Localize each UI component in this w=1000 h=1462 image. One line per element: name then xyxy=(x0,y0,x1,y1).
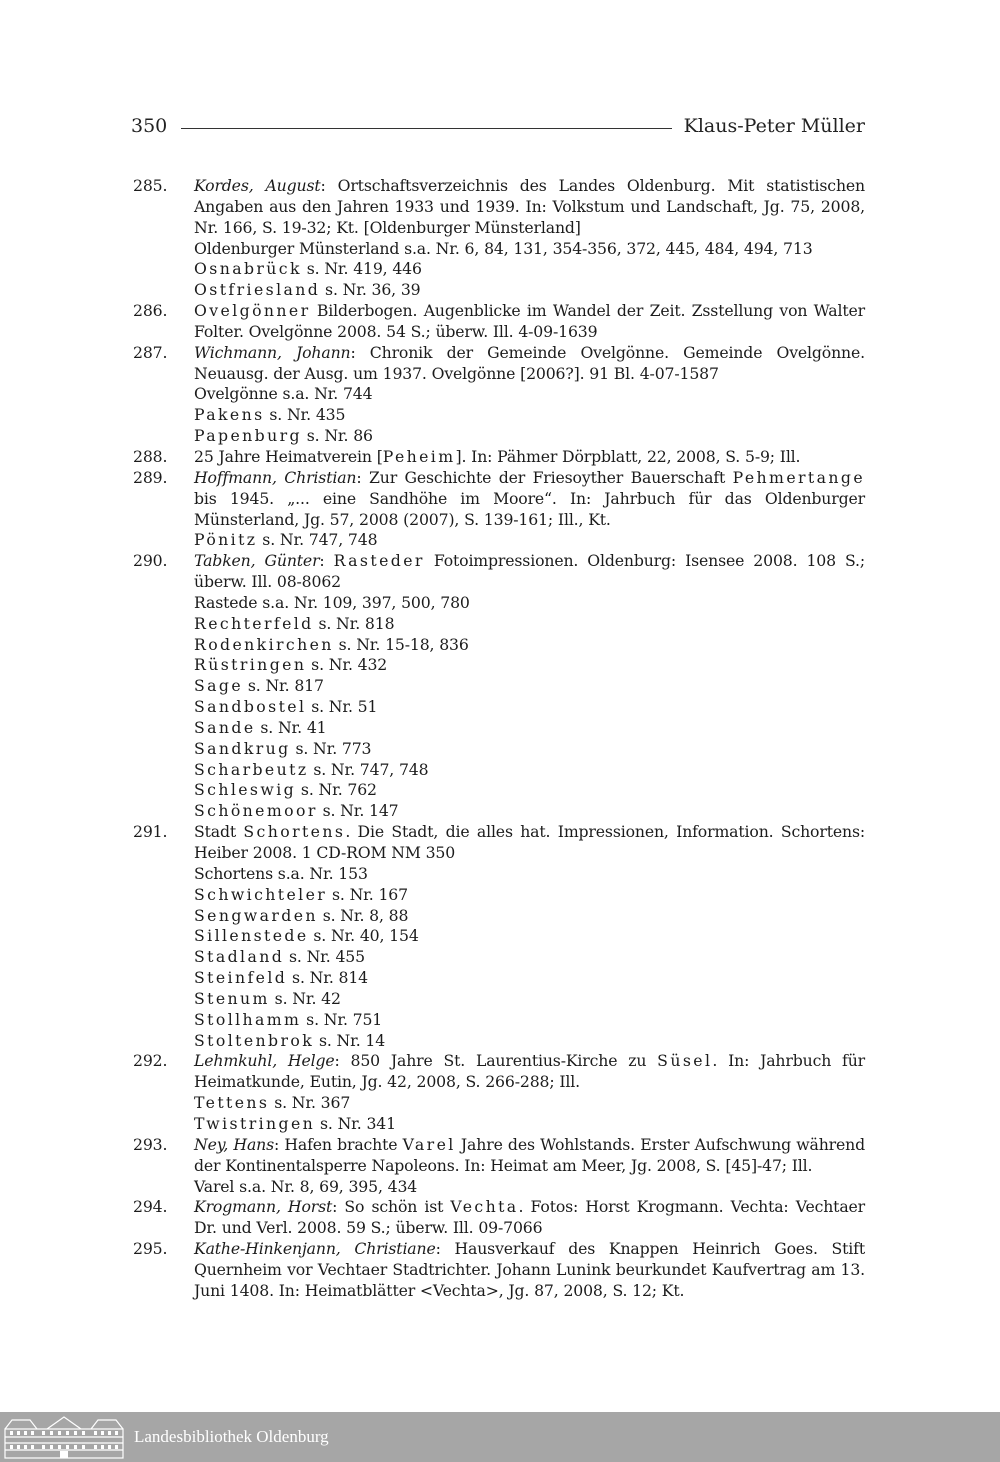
cross-reference: Rastede s.a. Nr. 109, 397, 500, 780 xyxy=(194,592,470,612)
place-name: Varel xyxy=(402,1134,456,1154)
entry-text: 25 Jahre Heimatverein [Peheim]. In: Pähmer Dörpblatt, 22, 2008, S. 5-9; Ill. xyxy=(194,446,801,466)
cross-reference: Sillenstede s. Nr. 40, 154 xyxy=(194,926,419,946)
place-name: Schleswig xyxy=(194,780,297,800)
place-name: Sengwarden xyxy=(194,905,318,925)
entry-294 xyxy=(133,1197,865,1239)
cross-reference: Pönitz s. Nr. 747, 748 xyxy=(194,530,378,550)
running-header xyxy=(131,113,865,139)
cross-reference: Rüstringen s. Nr. 432 xyxy=(194,655,388,675)
place-name: Schwichteler xyxy=(194,884,328,904)
cross-reference: Sandbostel s. Nr. 51 xyxy=(194,697,378,717)
place-name: Steinfeld xyxy=(194,968,288,988)
entry-number: 285. xyxy=(133,176,168,195)
cross-reference: Stenum s. Nr. 42 xyxy=(194,988,341,1008)
place-name: Rasteder xyxy=(333,551,425,571)
cross-reference: Rechterfeld s. Nr. 818 xyxy=(194,613,395,633)
entry-number: 287. xyxy=(133,342,168,362)
place-name: Pakens xyxy=(194,405,265,425)
place-name: Sande xyxy=(194,717,256,737)
entry-text: Hoffmann, Christian: Zur Geschichte der Friesoyther Bauerschaft Pehmertange bis 1945. „... eine Sandhöhe im Moore“. In: Jahrbuch für das Oldenburger Münsterland, Jg. 57, 2008 (2007), S. 139-161; Ill., Kt. xyxy=(194,467,866,529)
library-footer-bar xyxy=(0,1412,1000,1462)
place-name: Sage xyxy=(194,676,244,696)
entry-author: Kordes, August xyxy=(194,176,321,195)
cross-reference: Sandkrug s. Nr. 773 xyxy=(194,738,372,758)
entry-text: Ovelgönner Bilderbogen. Augenblicke im Wandel der Zeit. Zsstellung von Walter Folter. Ovelgönne 2008. 54 S.; überw. Ill. 4-09-1639 xyxy=(194,301,865,341)
entry-text: Krogmann, Horst: So schön ist Vechta. Fotos: Horst Krogmann. Vechta: Vechtaer Dr. und Verl. 2008. 59 S.; überw. Ill. 09-7066 xyxy=(194,1197,866,1238)
place-name: Ovelgönner xyxy=(194,301,311,321)
place-name: Stadland xyxy=(194,947,285,967)
entry-author: Lehmkuhl, Helge xyxy=(194,1051,335,1071)
cross-reference: Papenburg s. Nr. 86 xyxy=(194,426,373,446)
place-name: Scharbeutz xyxy=(194,759,309,779)
entry-text: Kathe-Hinkenjann, Christiane: Hausverkauf des Knappen Heinrich Goes. Stift Quernheim vor Vechtaer Stadtrichter. Johann Lunink beurkundet Kaufvertrag am 13. Juni 1408. In: Heimatblätter <Vechta>, Jg. 87, 2008, S. 12; Kt. xyxy=(194,1239,865,1300)
entry-number: 289. xyxy=(133,467,168,487)
place-name: Sillenstede xyxy=(194,926,309,946)
place-name: Pönitz xyxy=(194,530,258,550)
place-name: Sandkrug xyxy=(194,738,291,758)
cross-reference: Rodenkirchen s. Nr. 15-18, 836 xyxy=(194,634,469,654)
place-name: Schortens xyxy=(243,822,346,842)
entry-author: Kathe-Hinkenjann, Christiane xyxy=(194,1239,436,1259)
place-name: Vechta xyxy=(450,1197,519,1217)
cross-reference: Osnabrück s. Nr. 419, 446 xyxy=(194,259,422,279)
place-name: Sandbostel xyxy=(194,697,307,717)
cross-reference: Ovelgönne s.a. Nr. 744 xyxy=(194,384,373,404)
cross-reference: Twistringen s. Nr. 341 xyxy=(194,1113,396,1133)
entry-number: 293. xyxy=(133,1134,168,1154)
entry-author: Hoffmann, Christian xyxy=(194,467,357,487)
place-name: Schönemoor xyxy=(194,801,318,821)
entry-287 xyxy=(133,343,865,385)
entry-288 xyxy=(133,447,865,468)
cross-reference: Stollhamm s. Nr. 751 xyxy=(194,1009,383,1029)
cross-reference: Schönemoor s. Nr. 147 xyxy=(194,801,399,821)
place-name: Twistringen xyxy=(194,1113,316,1133)
library-name: Landesbibliothek Oldenburg xyxy=(134,1427,329,1446)
entry-author: Tabken, Günter xyxy=(194,551,320,571)
entry-number: 292. xyxy=(133,1051,168,1071)
header-rule xyxy=(181,128,671,129)
entry-text: Stadt Schortens. Die Stadt, die alles hat. Impressionen, Information. Schortens: Heiber 2008. 1 CD-ROM NM 350 xyxy=(194,822,865,862)
place-name: Süsel xyxy=(657,1051,713,1071)
cross-reference: Varel s.a. Nr. 8, 69, 395, 434 xyxy=(194,1176,418,1196)
entry-295 xyxy=(133,1239,865,1302)
place-name: Papenburg xyxy=(194,426,302,446)
cross-reference: Sengwarden s. Nr. 8, 88 xyxy=(194,905,409,925)
entry-285 xyxy=(133,176,865,239)
cross-reference: Tettens s. Nr. 367 xyxy=(194,1093,351,1113)
entry-number: 286. xyxy=(133,301,168,321)
place-name: Stoltenbrok xyxy=(194,1030,315,1050)
entry-number: 295. xyxy=(133,1239,168,1259)
entry-292 xyxy=(133,1051,865,1093)
cross-reference: Oldenburger Münsterland s.a. Nr. 6, 84, 131, 354-356, 372, 445, 484, 494, 713 xyxy=(194,238,813,258)
cross-reference: Schwichteler s. Nr. 167 xyxy=(194,884,408,904)
entry-number: 288. xyxy=(133,446,168,466)
place-name: Stollhamm xyxy=(194,1009,302,1029)
library-building-icon xyxy=(2,1413,126,1461)
place-name: Pehmertange xyxy=(732,467,866,487)
cross-reference: Pakens s. Nr. 435 xyxy=(194,405,346,425)
entry-291 xyxy=(133,822,865,864)
cross-reference: Sande s. Nr. 41 xyxy=(194,717,327,737)
entry-number: 291. xyxy=(133,822,168,842)
entry-author: Wichmann, Johann xyxy=(194,342,351,362)
entry-293 xyxy=(133,1135,865,1177)
entry-author: Ney, Hans xyxy=(194,1134,274,1154)
place-name: Rechterfeld xyxy=(194,613,314,633)
entry-289 xyxy=(133,468,865,531)
place-name: Rüstringen xyxy=(194,655,307,675)
cross-reference: Stadland s. Nr. 455 xyxy=(194,947,365,967)
place-name: Ostfriesland xyxy=(194,280,321,300)
page-number: 350 xyxy=(131,115,168,137)
entry-number: 294. xyxy=(133,1197,168,1217)
place-name: Peheim xyxy=(382,446,456,466)
running-head-author: Klaus-Peter Müller xyxy=(683,115,865,137)
cross-reference: Schleswig s. Nr. 762 xyxy=(194,780,377,800)
place-name: Stenum xyxy=(194,988,270,1008)
entry-286 xyxy=(133,301,865,343)
cross-reference: Schortens s.a. Nr. 153 xyxy=(194,863,368,883)
cross-reference: Scharbeutz s. Nr. 747, 748 xyxy=(194,759,429,779)
entry-text: Lehmkuhl, Helge: 850 Jahre St. Laurentius-Kirche zu Süsel. In: Jahrbuch für Heimatkunde, Eutin, Jg. 42, 2008, S. 266-288; Ill. xyxy=(194,1051,865,1092)
place-name: Tettens xyxy=(194,1093,270,1113)
place-name: Osnabrück xyxy=(194,259,302,279)
cross-reference: Steinfeld s. Nr. 814 xyxy=(194,968,368,988)
place-name: Rodenkirchen xyxy=(194,634,334,654)
bibliography-list xyxy=(133,176,865,1302)
cross-reference: Stoltenbrok s. Nr. 14 xyxy=(194,1030,386,1050)
entry-text: Wichmann, Johann: Chronik der Gemeinde Ovelgönne. Gemeinde Ovelgönne. Neuausg. der Ausg. um 1937. Ovelgönne [2006?]. 91 Bl. 4-07-1587 xyxy=(194,342,865,383)
entry-text: Tabken, Günter: Rasteder Fotoimpressionen. Oldenburg: Isensee 2008. 108 S.; überw. Ill. 08-8062 xyxy=(194,551,866,592)
cross-reference: Ostfriesland s. Nr. 36, 39 xyxy=(194,280,421,300)
entry-text: Ney, Hans: Hafen brachte Varel Jahre des Wohlstands. Erster Aufschwung während der Kontinentalsperre Napoleons. In: Heimat am Meer, Jg. 2008, S. [45]-47; Ill. xyxy=(194,1134,865,1175)
cross-reference: Sage s. Nr. 817 xyxy=(194,676,324,696)
entry-author: Krogmann, Horst xyxy=(194,1197,333,1217)
entry-text: Kordes, August: Ortschaftsverzeichnis des Landes Oldenburg. Mit statistischen Angaben aus den Jahren 1933 und 1939. In: Volkstum und Landschaft, Jg. 75, 2008, Nr. 166, S. 19-32; Kt. [Oldenburger Münsterland] xyxy=(194,176,865,237)
entry-number: 290. xyxy=(133,551,168,571)
entry-290 xyxy=(133,551,865,593)
